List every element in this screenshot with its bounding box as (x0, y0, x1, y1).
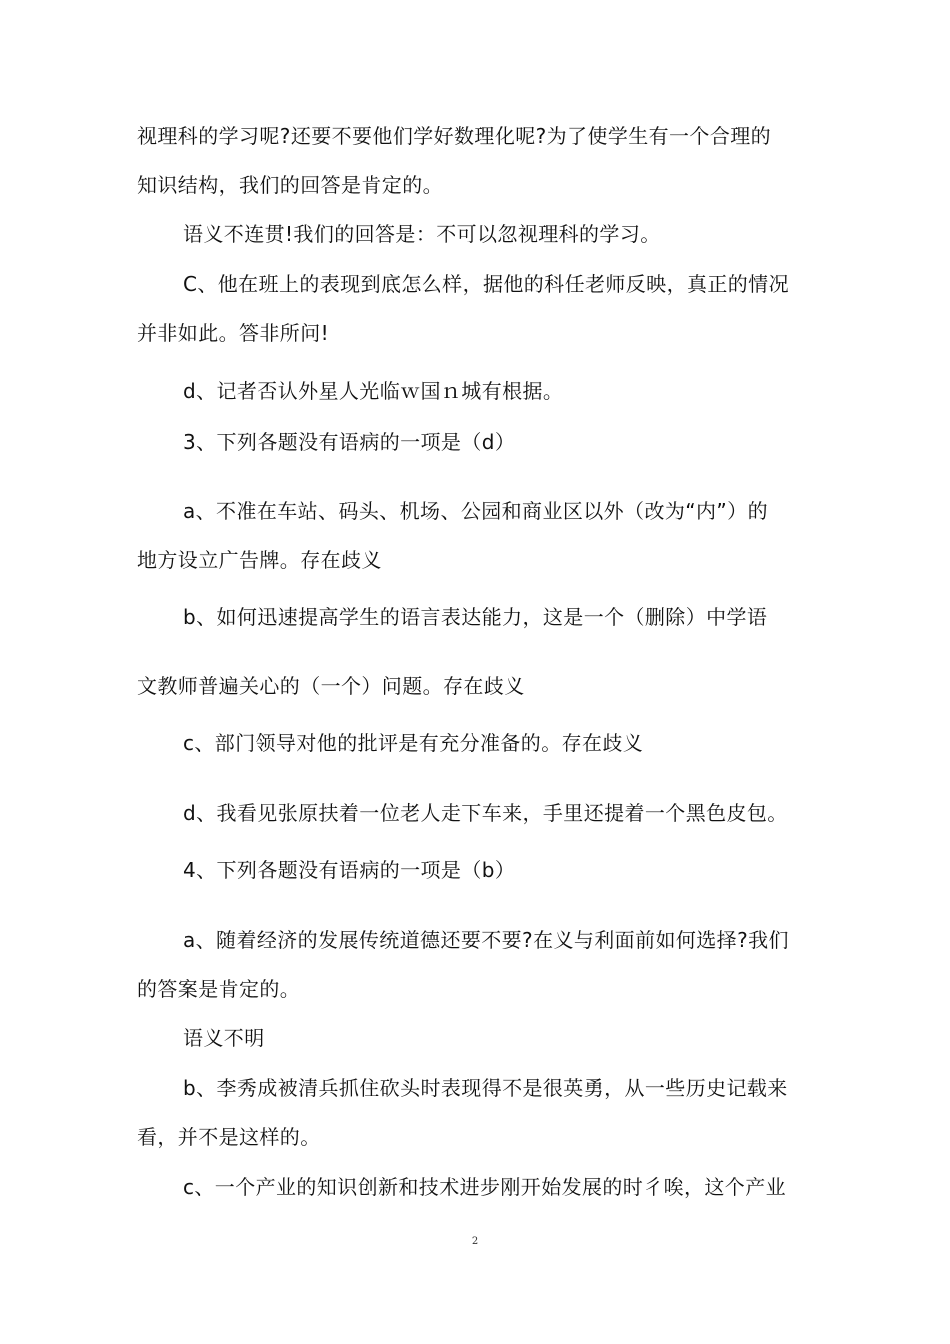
text-line-3: 语义不连贯!我们的回答是：不可以忽视理科的学习。 (183, 222, 661, 246)
text-line-5: 并非如此。答非所问! (137, 321, 330, 345)
text-line-6: d、记者否认外星人光临ｗ国ｎ城有根据。 (183, 379, 564, 403)
text-line-8: a、不准在车站、码头、机场、公园和商业区以外（改为“内”）的 (183, 499, 768, 523)
text-line-17: 语义不明 (183, 1026, 265, 1050)
text-line-9: 地方设立广告牌。存在歧义 (137, 548, 382, 572)
text-line-1: 视理科的学习呢?还要不要他们学好数理化呢?为了使学生有一个合理的 (137, 124, 772, 148)
text-line-16: 的答案是肯定的。 (137, 977, 301, 1001)
text-line-20: c、一个产业的知识创新和技术进步刚开始发展的时彳唉，这个产业 (183, 1175, 786, 1199)
text-line-18: b、李秀成被清兵抓住砍头时表现得不是很英勇，从一些历史记载来 (183, 1076, 788, 1100)
text-line-15: a、随着经济的发展传统道德还要不要?在义与利面前如何选择?我们 (183, 928, 789, 952)
text-line-2: 知识结构，我们的回答是肯定的。 (137, 173, 443, 197)
text-line-4: C、他在班上的表现到底怎么样，据他的科任老师反映，真正的情况 (183, 272, 789, 296)
text-line-10: b、如何迅速提高学生的语言表达能力，这是一个（删除）中学语 (183, 605, 768, 629)
text-line-7: 3、下列各题没有语病的一项是（d） (183, 430, 516, 454)
text-line-12: c、部门领导对他的批评是有充分准备的。存在歧义 (183, 731, 644, 755)
text-line-14: 4、下列各题没有语病的一项是（b） (183, 858, 516, 882)
text-line-13: d、我看见张原扶着一位老人走下车来，手里还提着一个黑色皮包。 (183, 801, 788, 825)
text-line-19: 看，并不是这样的。 (137, 1125, 321, 1149)
text-line-11: 文教师普遍关心的（一个）问题。存在歧义 (137, 674, 525, 698)
page-number: 2 (471, 1236, 479, 1247)
